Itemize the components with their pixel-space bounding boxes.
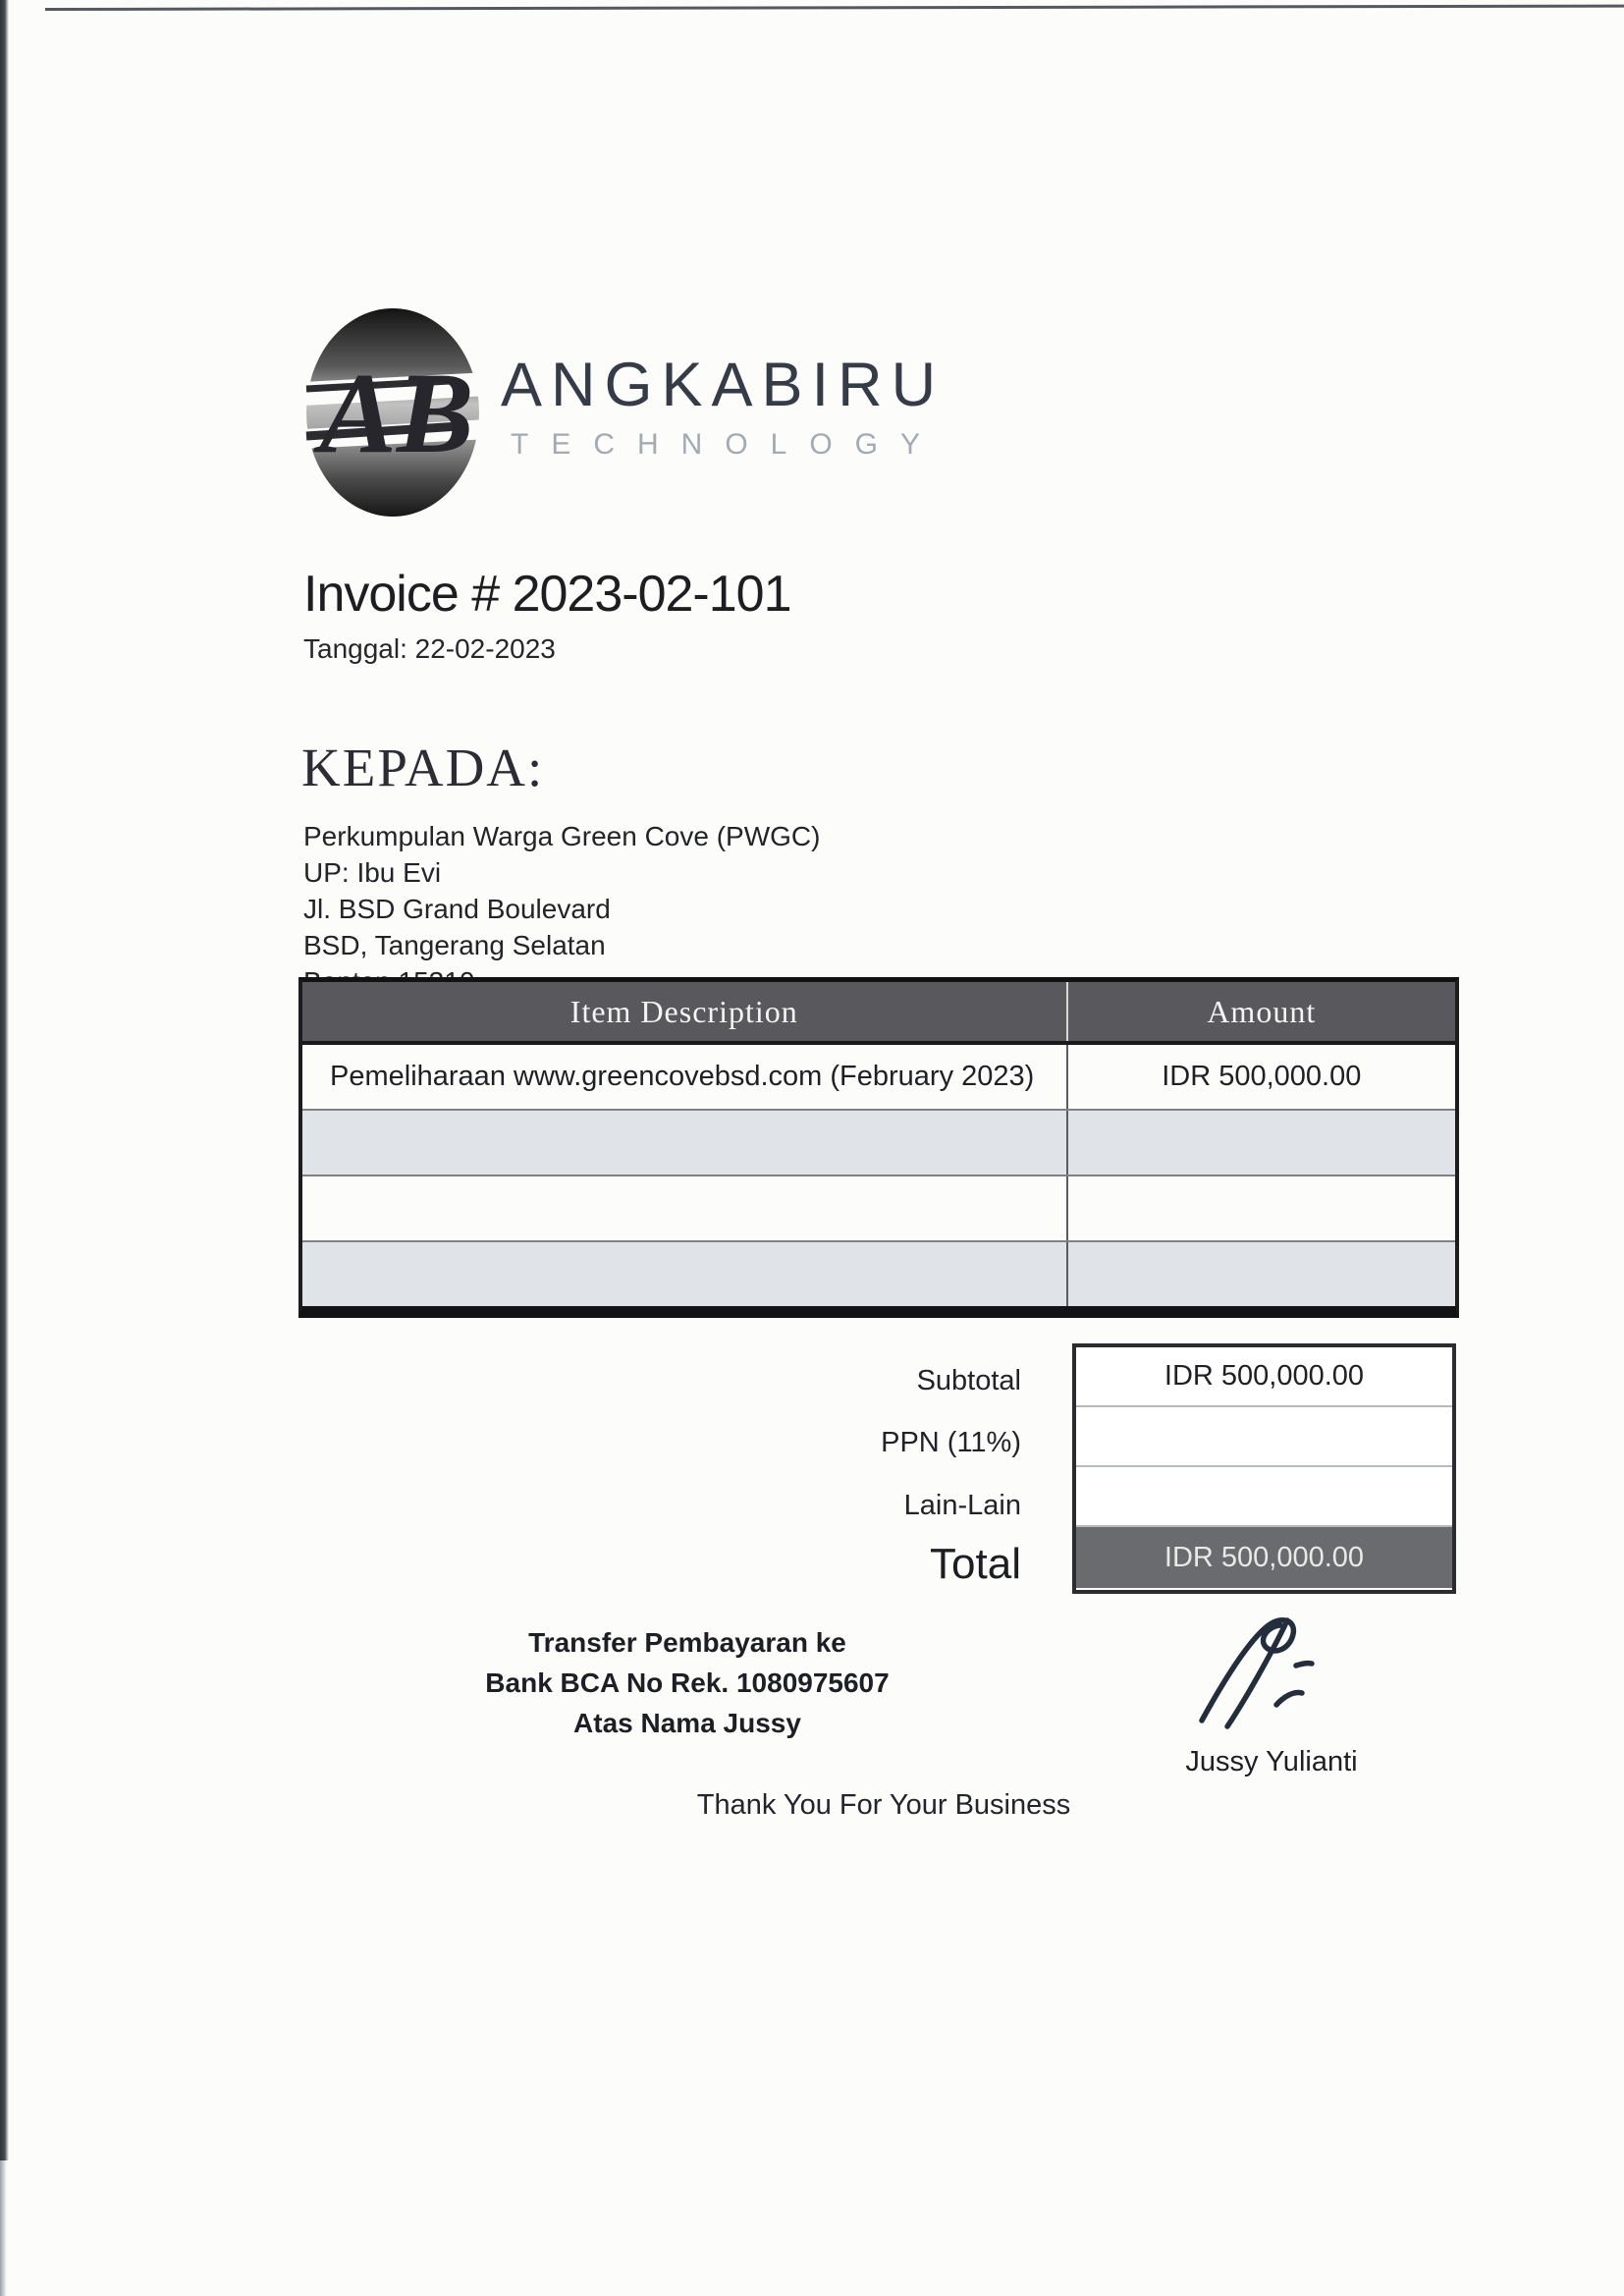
recipient-heading: KEPADA: xyxy=(301,738,545,797)
svg-text:AB: AB xyxy=(319,349,474,477)
thank-you-message: Thank You For Your Business xyxy=(696,1789,1071,1821)
signature-scribble xyxy=(1190,1609,1347,1746)
globe-ab-logo-icon xyxy=(302,302,489,528)
ppn-label: PPN (11%) xyxy=(881,1427,1021,1458)
company-logo xyxy=(302,302,950,528)
column-header-description: Item Description xyxy=(302,982,1068,1041)
invoice-number-title: Invoice # 2023-02-101 xyxy=(303,566,791,623)
table-row xyxy=(302,1175,1455,1240)
payment-line: Atas Nama Jussy xyxy=(573,1708,801,1738)
scan-edge-artifact xyxy=(0,0,9,2160)
item-amount-cell: IDR 500,000.00 xyxy=(1162,1061,1362,1092)
column-header-amount: Amount xyxy=(1207,993,1317,1029)
items-table-header xyxy=(302,982,1455,1045)
item-description-cell: Pemeliharaan www.greencovebsd.com (February 2023) xyxy=(302,1045,1068,1109)
payment-line: Bank BCA No Rek. 1080975607 xyxy=(485,1667,890,1698)
signatory-name: Jussy Yulianti xyxy=(1185,1746,1358,1777)
item-amount-cell xyxy=(1068,1176,1455,1240)
lain-lain-label: Lain-Lain xyxy=(903,1490,1021,1521)
item-description-cell xyxy=(302,1242,1068,1306)
item-description-cell xyxy=(302,1176,1068,1240)
ppn-value xyxy=(1076,1407,1452,1467)
brand-tagline: TECHNOLOGY xyxy=(511,428,944,461)
items-table xyxy=(298,977,1459,1318)
total-label: Total xyxy=(930,1540,1021,1588)
recipient-address xyxy=(303,818,820,1000)
subtotal-label: Subtotal xyxy=(916,1365,1021,1396)
payment-instructions xyxy=(461,1622,913,1743)
total-value: IDR 500,000.00 xyxy=(1076,1527,1452,1588)
handwritten-signature-icon xyxy=(1190,1609,1347,1746)
brand-name: ANGKABIRU xyxy=(501,351,946,419)
table-row xyxy=(302,1045,1455,1109)
recipient-line: Jl. BSD Grand Boulevard xyxy=(303,894,611,924)
totals-box xyxy=(1072,1343,1456,1594)
payment-line: Transfer Pembayaran ke xyxy=(528,1627,846,1658)
recipient-line: Perkumpulan Warga Green Cove (PWGC) xyxy=(303,821,821,851)
item-amount-cell xyxy=(1068,1242,1455,1306)
table-row xyxy=(302,1109,1455,1175)
item-description-cell xyxy=(302,1111,1068,1175)
recipient-line: UP: Ibu Evi xyxy=(303,857,442,888)
invoice-date: Tanggal: 22-02-2023 xyxy=(303,633,556,664)
scan-edge-artifact-fade xyxy=(0,2160,7,2296)
subtotal-value: IDR 500,000.00 xyxy=(1076,1347,1452,1407)
lain-lain-value xyxy=(1076,1467,1452,1527)
item-amount-cell xyxy=(1068,1111,1455,1175)
recipient-line: BSD, Tangerang Selatan xyxy=(303,930,606,960)
table-row xyxy=(302,1240,1455,1306)
scan-top-line-artifact xyxy=(45,5,1624,11)
